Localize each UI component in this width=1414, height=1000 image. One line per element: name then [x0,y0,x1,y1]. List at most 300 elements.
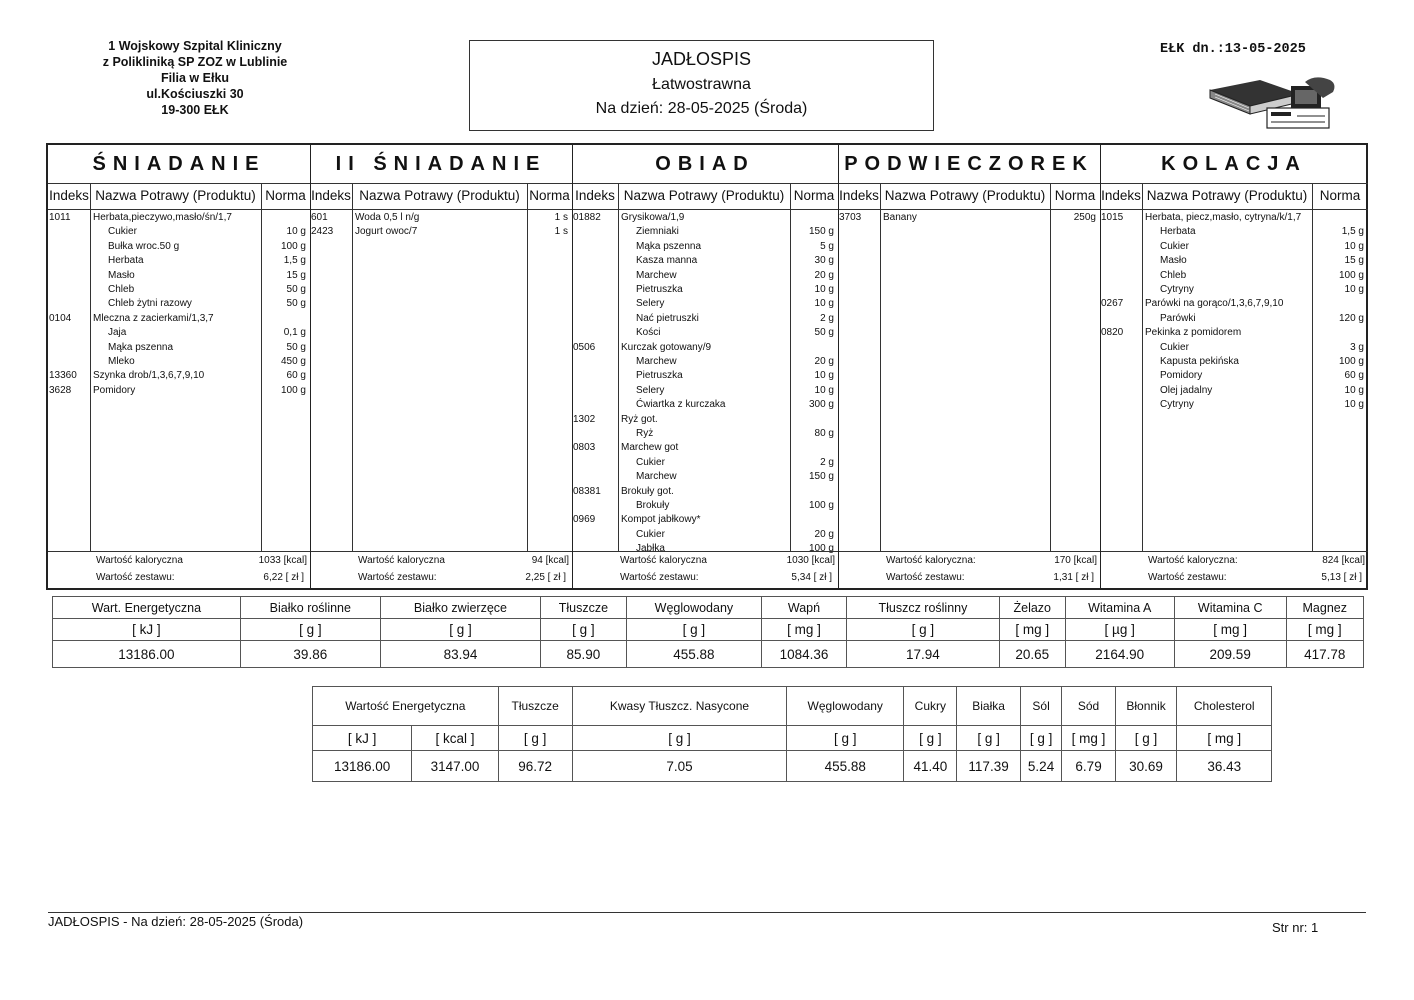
row-name: Herbata [1160,226,1196,238]
nutrition-cell: 85.90 [541,641,627,668]
menu-row [1100,341,1368,355]
row-name: Bułka wroc.50 g [108,240,180,252]
column-header-index: Indeks [839,188,879,203]
meal-section [572,145,838,588]
menu-row [572,441,838,455]
row-name: Mąka pszenna [636,240,702,252]
nutrition-cell: Węglowodany [626,597,761,619]
row-norm: 20 g [814,528,834,540]
menu-row [48,312,310,326]
row-name: Kości [636,327,661,339]
row-norm: 10 g [286,226,306,238]
row-norm: 150 g [808,226,834,238]
row-name: Chleb żytni razowy [108,298,192,310]
row-name: Marchew got [621,442,679,454]
row-norm: 1,5 g [1341,226,1364,238]
menu-row [572,499,838,513]
row-norm: 10 g [1344,399,1364,411]
menu-row [1100,269,1368,283]
nutrition-cell: [ g ] [626,619,761,641]
row-index: 1011 [49,212,71,223]
book-and-computer-icon [1205,72,1340,132]
menu-row [48,341,310,355]
nutrition-header-cell: Kwasy Tłuszcz. Nasycone [572,687,787,726]
row-name: Szynka drob/1,3,6,7,9,10 [93,370,205,382]
row-name: Mleko [108,356,135,367]
row-name: Kurczak gotowany/9 [621,341,712,353]
menu-row [572,470,838,484]
menu-date: Na dzień: 28-05-2025 (Środa) [595,100,808,117]
menu-row [572,269,838,283]
menu-row [572,312,838,326]
row-name: Cukier [108,226,137,238]
nutrition-cell: [ kJ ] [313,726,412,751]
nutrition-cell: 5.24 [1020,751,1062,782]
column-header-norm: Norma [793,188,835,203]
meal-summary [48,551,310,588]
nutrition-cell: [ g ] [572,726,787,751]
row-name: Pietruszka [636,284,683,295]
section-divider [310,145,311,588]
row-name: Masło [1160,255,1187,267]
nutrition-cell: [ mg ] [999,619,1065,641]
row-index: 0267 [1101,298,1124,310]
row-norm: 50 g [814,327,834,339]
row-index: 1302 [573,413,596,425]
column-header-row [572,183,838,210]
row-norm: 1,5 g [283,255,306,267]
nutrition-header-cell: Białka [957,687,1020,726]
menu-row [572,398,838,412]
hospital-line: 19-300 EŁK [161,103,229,117]
menu-row [1100,355,1368,369]
row-norm: 150 g [808,471,834,483]
row-norm: 60 g [1344,370,1364,382]
column-header-index: Indeks [311,188,351,203]
nutrition-cell: 39.86 [240,641,380,668]
row-name: Cytryny [1160,399,1194,411]
nutrition-cell: Magnez [1286,597,1363,619]
column-header-name: Nazwa Potrawy (Produktu) [623,188,785,203]
kcal-value: 94 [kcal] [531,555,569,566]
kcal-label: Wartość kaloryczna [358,555,445,566]
nutrition-header-cell: Wartość Energetyczna [313,687,499,726]
nutrition-header-cell: Węglowodany [787,687,904,726]
row-norm: 450 g [280,356,306,367]
row-name: Kasza manna [636,255,698,267]
row-norm: 10 g [814,298,834,310]
meal-summary [1100,551,1368,588]
menu-row [572,528,838,542]
row-norm: 100 g [1338,269,1364,281]
meal-title: OBIAD [572,145,838,184]
row-name: Brokuły got. [621,485,674,497]
column-header-norm: Norma [265,188,306,203]
column-header-name: Nazwa Potrawy (Produktu) [884,188,1046,203]
menu-row [48,240,310,254]
kcal-label: Wartość kaloryczna: [1148,555,1238,566]
row-name: Cukier [1160,341,1189,353]
row-name: Ryż [636,428,654,439]
row-name: Kapusta pekińska [1160,356,1239,367]
column-header-norm: Norma [529,188,570,203]
menu-row [572,384,838,398]
row-index: 3703 [839,212,862,223]
row-norm: 15 g [1344,255,1364,267]
nutrition-cell: [ g ] [1020,726,1062,751]
kcal-value: 170 [kcal] [1054,555,1097,566]
column-header-name: Nazwa Potrawy (Produktu) [95,188,256,203]
row-name: Cukier [636,456,665,468]
nutrition-cell: Witamina A [1065,597,1174,619]
row-index: 601 [311,212,328,223]
nutrition-cell: 2164.90 [1065,641,1174,668]
row-name: Marchew [636,269,677,281]
row-norm: 120 g [1338,312,1364,324]
footer-divider [48,912,1366,913]
nutrition-cell: [ g ] [240,619,380,641]
meal-summary [310,551,572,588]
row-index: 0803 [573,442,596,454]
nutrition-cell: 1084.36 [762,641,847,668]
menu-row [572,513,838,527]
section-divider [572,145,573,588]
row-norm: 15 g [286,269,306,281]
row-norm: 20 g [814,356,834,367]
row-name: Mąka pszenna [108,341,174,353]
menu-row [1100,398,1368,412]
menu-row [310,225,572,239]
row-name: Pomidory [1160,370,1203,382]
cost-value: 2,25 [ zł ] [525,572,566,583]
column-header-row [48,183,310,210]
row-name: Cukier [1160,240,1189,252]
nutrition-cell: [ mg ] [762,619,847,641]
menu-row [572,456,838,470]
meal-section [1100,145,1368,588]
nutrition-cell: 13186.00 [53,641,241,668]
menu-row [1100,254,1368,268]
cost-value: 5,13 [ zł ] [1321,572,1362,583]
row-norm: 100 g [808,500,834,511]
row-norm: 1 s [554,226,568,238]
row-index: 0506 [573,341,596,353]
nutrition-cell: 117.39 [957,751,1020,782]
row-norm: 20 g [814,269,834,281]
nutrition-cell: Tłuszcze [541,597,627,619]
cost-label: Wartość zestawu: [1148,572,1227,583]
hospital-line: ul.Kościuszki 30 [146,87,244,101]
column-header-row [1100,183,1368,210]
nutrition-cell: [ mg ] [1062,726,1115,751]
row-name: Masło [108,269,135,281]
row-norm: 5 g [820,240,834,252]
row-name: Chleb [1160,269,1187,281]
menu-row [572,297,838,311]
nutrition-cell: 455.88 [787,751,904,782]
row-index: 01882 [573,212,601,223]
nutrition-header-row [313,687,1272,726]
row-name: Selery [636,384,665,396]
menu-row [572,355,838,369]
row-norm: 10 g [1344,384,1364,396]
nutrition-cell: Białko zwierzęce [380,597,540,619]
kcal-label: Wartość kaloryczna [620,555,707,566]
nutrition-row [313,726,1272,751]
row-norm: 50 g [286,298,306,310]
row-name: Herbata, piecz,masło, cytryna/k/1,7 [1145,212,1302,223]
nutrition-cell: Białko roślinne [240,597,380,619]
menu-row [1100,326,1368,340]
nutrition-row [313,751,1272,782]
nutrition-cell: 41.40 [904,751,957,782]
row-norm: 10 g [1344,240,1364,252]
print-date: EŁK dn.:13-05-2025 [1160,42,1306,57]
column-header-index: Indeks [1101,188,1141,203]
row-norm: 10 g [814,370,834,382]
nutrition-cell: [ kcal ] [412,726,498,751]
menu-row [48,283,310,297]
nutrition-cell: [ mg ] [1174,619,1286,641]
diet-name: Łatwostrawna [652,76,751,93]
nutrition-table-summary [312,686,1272,782]
column-header-index: Indeks [49,188,89,203]
column-header-norm: Norma [1054,188,1096,203]
nutrition-cell: 13186.00 [313,751,412,782]
nutrition-cell: 209.59 [1174,641,1286,668]
cost-value: 1,31 [ zł ] [1053,572,1094,583]
cost-label: Wartość zestawu: [886,572,965,583]
row-name: Cukier [636,528,665,540]
menu-row [48,254,310,268]
nutrition-cell: [ mg ] [1177,726,1272,751]
row-name: Ryż got. [621,413,658,425]
nutrition-cell: 96.72 [498,751,572,782]
row-norm: 100 g [808,543,834,555]
column-header-index: Indeks [575,188,615,203]
row-index: 0969 [573,514,596,526]
nutrition-header-cell: Błonnik [1115,687,1177,726]
row-name: Jaja [108,327,127,339]
meal-section [838,145,1100,588]
nutrition-cell: [ µg ] [1065,619,1174,641]
nutrition-header-cell: Cukry [904,687,957,726]
column-header-row [838,183,1100,210]
nutrition-cell: 83.94 [380,641,540,668]
title-box [469,40,934,131]
row-name: Ćwiartka z kurczaka [636,399,726,411]
cost-value: 5,34 [ zł ] [791,572,832,583]
nutrition-cell: Wapń [762,597,847,619]
row-norm: 100 g [280,240,306,252]
hospital-line: Filia w Ełku [160,71,230,85]
menu-row [48,211,310,225]
meal-title: PODWIECZOREK [838,145,1100,184]
row-name: Nać pietruszki [636,312,699,324]
column-header-row [310,183,572,210]
row-norm: 60 g [286,370,306,382]
nutrition-cell: [ g ] [1115,726,1177,751]
section-divider [838,145,839,588]
nutrition-cell: [ g ] [787,726,904,751]
section-divider [1100,145,1101,588]
nutrition-cell: Witamina C [1174,597,1286,619]
meal-summary [838,551,1100,588]
column-header-norm: Norma [1319,188,1361,203]
row-name: Jabłka [636,543,665,555]
row-norm: 0,1 g [283,327,306,339]
row-norm: 2 g [820,456,834,468]
meal-section [48,145,310,588]
row-name: Chleb [108,284,135,295]
kcal-value: 1030 [kcal] [786,555,835,566]
nutrition-cell: 3147.00 [412,751,498,782]
row-norm: 250g [1073,212,1096,223]
row-norm: 80 g [814,428,834,439]
nutrition-header-cell: Sód [1062,687,1115,726]
row-index: 0104 [49,312,72,324]
nutrition-cell: 30.69 [1115,751,1177,782]
nutrition-cell: [ g ] [541,619,627,641]
menu-row [48,355,310,369]
row-norm: 300 g [808,399,834,411]
menu-row [1100,369,1368,383]
menu-row [1100,240,1368,254]
menu-row [1100,211,1368,225]
meal-summary [572,551,838,588]
nutrition-row [53,619,1364,641]
menu-row [572,240,838,254]
row-norm: 30 g [814,255,834,267]
row-name: Cytryny [1160,284,1194,295]
nutrition-cell: 20.65 [999,641,1065,668]
row-norm: 100 g [280,384,306,396]
nutrition-cell: 17.94 [846,641,999,668]
row-name: Mleczna z zacierkami/1,3,7 [93,312,214,324]
menu-row [48,384,310,398]
hospital-address [60,38,330,118]
menu-row [1100,225,1368,239]
row-norm: 2 g [820,312,834,324]
nutrition-cell: Tłuszcz roślinny [846,597,999,619]
menu-row [572,225,838,239]
page-title: JADŁOSPIS [651,49,752,69]
nutrition-cell: [ mg ] [1286,619,1363,641]
menu-row [572,427,838,441]
row-norm: 3 g [1350,341,1364,353]
row-index: 2423 [311,226,334,238]
row-name: Parówki [1160,312,1196,324]
hospital-line: z Polikliniką SP ZOZ w Lublinie [102,55,288,69]
hospital-line: 1 Wojskowy Szpital Kliniczny [108,39,282,53]
menu-row [572,254,838,268]
row-name: Marchew [636,471,677,483]
menu-row [1100,384,1368,398]
column-divider [1050,183,1051,551]
row-name: Marchew [636,356,677,367]
menu-row [48,326,310,340]
row-name: Pietruszka [636,370,683,382]
menu-row [48,297,310,311]
page-number: Str nr: 1 [1272,920,1319,935]
row-index: 13360 [49,370,77,382]
menu-row [1100,312,1368,326]
menu-row [572,413,838,427]
nutrition-cell: Żelazo [999,597,1065,619]
row-name: Woda 0,5 l n/g [355,212,420,223]
menu-row [838,211,1100,225]
menu-row [48,269,310,283]
meal-title: KOLACJA [1100,145,1368,184]
menu-row [1100,283,1368,297]
row-name: Grysikowa/1,9 [621,212,685,223]
row-name: Selery [636,298,665,310]
menu-row [48,369,310,383]
row-name: Kompot jabłkowy* [621,514,701,526]
nutrition-header-cell: Tłuszcze [498,687,572,726]
nutrition-row [53,597,1364,619]
row-name: Ziemniaki [636,226,679,238]
kcal-label: Wartość kaloryczna [96,555,183,566]
meal-title: II ŚNIADANIE [310,145,572,184]
row-name: Pekinka z pomidorem [1145,327,1242,339]
nutrition-row [53,641,1364,668]
meal-title: ŚNIADANIE [48,145,310,184]
kcal-label: Wartość kaloryczna: [886,555,976,566]
row-norm: 10 g [814,384,834,396]
row-name: Pomidory [93,384,136,396]
column-divider [880,183,881,551]
row-index: 08381 [573,485,601,497]
row-norm: 50 g [286,284,306,295]
column-header-name: Nazwa Potrawy (Produktu) [359,188,520,203]
row-index: 3628 [49,384,72,396]
footer-title: JADŁOSPIS - Na dzień: 28-05-2025 (Środa) [48,914,304,929]
row-norm: 10 g [1344,284,1364,295]
nutrition-cell: [ g ] [957,726,1020,751]
cost-label: Wartość zestawu: [96,572,175,583]
nutrition-cell: 36.43 [1177,751,1272,782]
nutrition-cell: [ kJ ] [53,619,241,641]
cost-label: Wartość zestawu: [358,572,437,583]
kcal-value: 824 [kcal] [1322,555,1365,566]
menu-row [572,326,838,340]
menu-row [572,211,838,225]
kcal-value: 1033 [kcal] [258,555,307,566]
menu-row [572,485,838,499]
row-name: Herbata,pieczywo,masło/śn/1,7 [93,212,232,223]
nutrition-cell: [ g ] [380,619,540,641]
nutrition-cell: Wart. Energetyczna [53,597,241,619]
row-name: Herbata [108,255,144,267]
cost-label: Wartość zestawu: [620,572,699,583]
nutrition-cell: [ g ] [498,726,572,751]
menu-row [310,211,572,225]
row-name: Parówki na gorąco/1,3,6,7,9,10 [1145,298,1284,310]
nutrition-cell: [ g ] [846,619,999,641]
cost-value: 6,22 [ zł ] [263,572,304,583]
row-name: Jogurt owoc/7 [355,226,418,238]
nutrition-cell: 417.78 [1286,641,1363,668]
row-index: 0820 [1101,327,1124,339]
row-index: 1015 [1101,212,1124,223]
row-name: Olej jadalny [1160,384,1213,396]
menu-row [572,283,838,297]
nutrition-cell: 7.05 [572,751,787,782]
column-header-name: Nazwa Potrawy (Produktu) [1146,188,1308,203]
row-name: Brokuły [636,500,670,511]
row-name: Banany [883,212,917,223]
